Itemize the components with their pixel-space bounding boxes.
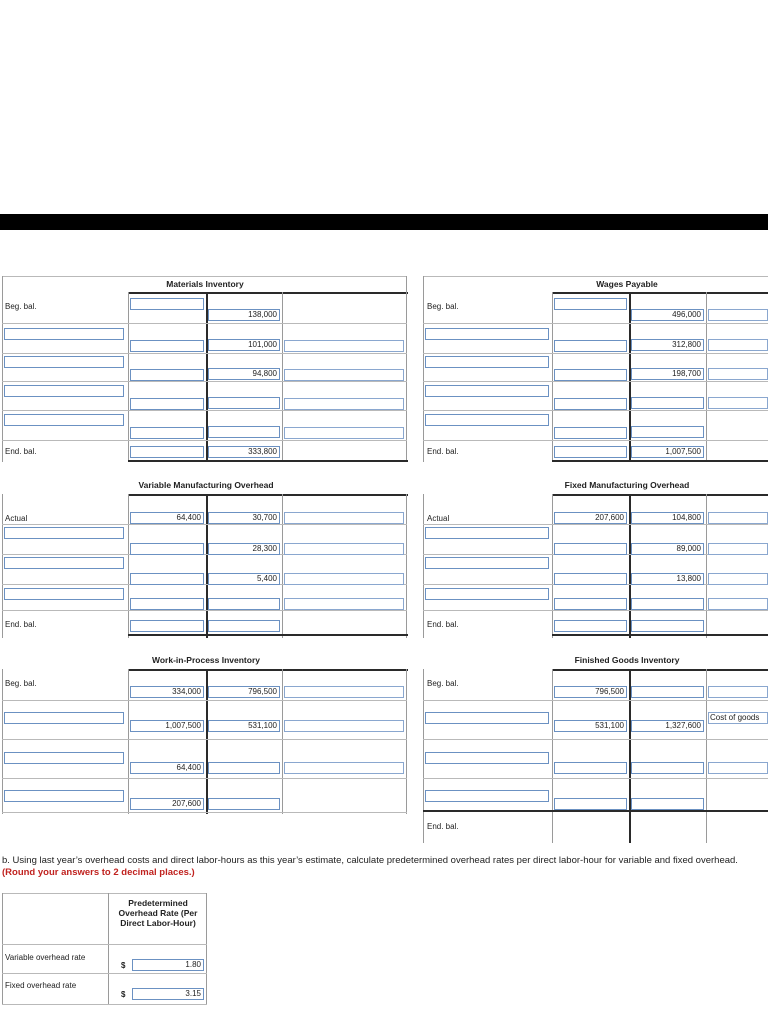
entry-label-input[interactable] [4,385,124,397]
debit-input[interactable]: 531,100 [554,720,627,732]
credit-input[interactable] [631,397,704,409]
debit-input[interactable] [554,369,627,381]
credit-input[interactable]: 104,800 [631,512,704,524]
credit-input[interactable]: 138,000 [208,309,280,321]
credit-input[interactable]: 101,000 [208,339,280,351]
debit-input[interactable] [130,543,204,555]
black-header-bar [0,214,768,230]
debit-input[interactable] [554,762,627,774]
debit-input[interactable] [130,573,204,585]
credit-input[interactable]: 94,800 [208,368,280,380]
debit-input[interactable] [130,398,204,410]
entry-label-input[interactable] [4,557,124,569]
credit-input[interactable] [631,426,704,438]
entry-label-input[interactable] [708,686,768,698]
entry-label-input[interactable] [425,328,549,340]
entry-label-input[interactable] [284,762,404,774]
debit-input[interactable] [130,427,204,439]
credit-input[interactable] [208,798,280,810]
entry-label-input[interactable] [284,369,404,381]
debit-input[interactable] [554,543,627,555]
entry-label-input[interactable] [4,588,124,600]
credit-input[interactable]: 312,800 [631,339,704,351]
credit-input[interactable]: 30,700 [208,512,280,524]
entry-label-input[interactable] [708,512,768,524]
entry-label-input[interactable] [4,752,124,764]
debit-input[interactable]: 64,400 [130,762,204,774]
entry-label-input[interactable] [284,573,404,585]
debit-input[interactable] [554,427,627,439]
entry-label-input[interactable] [284,340,404,352]
debit-input[interactable] [554,398,627,410]
rates-column-header: Predetermined Overhead Rate (Per Direct Labor-Hour) [118,898,198,928]
beg-bal-label: Beg. bal. [427,302,459,311]
credit-input[interactable] [631,686,704,698]
end-debit-input[interactable] [130,620,204,632]
entry-label-input[interactable] [4,414,124,426]
credit-input[interactable]: 531,100 [208,720,280,732]
debit-input[interactable] [554,598,627,610]
end-debit-input[interactable] [554,446,627,458]
entry-label-input[interactable] [4,527,124,539]
entry-label-input[interactable] [4,790,124,802]
end-credit-input[interactable]: 333,800 [208,446,280,458]
actual-label: Actual [427,514,450,523]
entry-label-input[interactable] [284,543,404,555]
entry-label-input[interactable] [708,598,768,610]
entry-label-input[interactable] [708,397,768,409]
end-credit-input[interactable] [208,620,280,632]
end-bal-label: End. bal. [427,447,459,456]
entry-label-input[interactable] [708,368,768,380]
entry-label-input[interactable] [708,573,768,585]
account-title: Variable Manufacturing Overhead [138,480,274,490]
entry-label-input[interactable] [708,543,768,555]
entry-label-input[interactable] [4,712,124,724]
entry-label-input[interactable] [284,398,404,410]
end-bal-label: End. bal. [427,620,459,629]
entry-label-input[interactable] [284,427,404,439]
entry-label-input[interactable] [425,385,549,397]
credit-input[interactable]: 1,327,600 [631,720,704,732]
credit-input[interactable] [631,762,704,774]
end-bal-label: End. bal. [5,620,37,629]
credit-input[interactable]: 198,700 [631,368,704,380]
credit-input[interactable]: 496,000 [631,309,704,321]
debit-input[interactable] [554,340,627,352]
beg-bal-label: Beg. bal. [5,679,37,688]
instruction-text: b. Using last year’s overhead costs and direct labor-hours as this year’s estimate, calculate predetermined overhead rates per direct labor-hour for variable and fixed overhead. [2,855,738,866]
debit-input[interactable]: 207,600 [554,512,627,524]
fixed-rate-label: Fixed overhead rate [5,981,77,990]
entry-label-input[interactable] [425,557,549,569]
entry-label-input[interactable] [4,356,124,368]
entry-label-input[interactable] [425,588,549,600]
account-title: Finished Goods Inventory [574,655,680,665]
credit-input[interactable] [631,798,704,810]
entry-label-input[interactable] [284,598,404,610]
account-title: Materials Inventory [166,279,244,289]
end-credit-input[interactable] [631,620,704,632]
debit-input[interactable] [554,573,627,585]
credit-input[interactable] [208,598,280,610]
debit-input[interactable]: 207,600 [130,798,204,810]
variable-rate-input[interactable]: 1.80 [132,959,204,971]
end-debit-input[interactable] [554,620,627,632]
debit-input[interactable]: 334,000 [130,686,204,698]
entry-label-input[interactable] [425,752,549,764]
debit-input[interactable]: 64,400 [130,512,204,524]
debit-input[interactable] [130,298,204,310]
debit-input[interactable] [554,798,627,810]
debit-input[interactable]: 796,500 [554,686,627,698]
end-credit-input[interactable]: 1,007,500 [631,446,704,458]
entry-label-input[interactable] [284,686,404,698]
credit-input[interactable]: 28,300 [208,543,280,555]
entry-label-input[interactable] [284,512,404,524]
credit-input[interactable] [208,762,280,774]
credit-input[interactable]: 5,400 [208,573,280,585]
actual-label: Actual [5,514,28,523]
entry-label-input[interactable] [4,328,124,340]
account-title: Work-in-Process Inventory [151,655,260,665]
credit-input[interactable]: 796,500 [208,686,280,698]
fixed-rate-input[interactable]: 3.15 [132,988,204,1000]
entry-label-input[interactable] [708,309,768,321]
entry-label-input[interactable] [425,790,549,802]
debit-input[interactable]: 1,007,500 [130,720,204,732]
debit-input[interactable] [130,340,204,352]
currency-symbol: $ [121,961,126,970]
part-b-instruction [2,855,762,879]
entry-label-input[interactable] [708,339,768,351]
entry-label-input[interactable] [708,762,768,774]
credit-input[interactable]: 13,800 [631,573,704,585]
variable-rate-label: Variable overhead rate [5,953,86,962]
account-title: Fixed Manufacturing Overhead [564,480,690,490]
entry-label-input[interactable] [425,356,549,368]
rounding-note: (Round your answers to 2 decimal places.) [2,867,195,878]
credit-input[interactable] [208,397,280,409]
end-debit-input[interactable] [130,446,204,458]
debit-input[interactable] [130,369,204,381]
end-bal-label: End. bal. [427,822,459,831]
beg-bal-label: Beg. bal. [5,302,37,311]
debit-input[interactable] [554,298,627,310]
entry-label-input[interactable] [425,712,549,724]
entry-label-input[interactable] [425,414,549,426]
currency-symbol: $ [121,990,126,999]
debit-input[interactable] [130,598,204,610]
account-title: Wages Payable [596,279,658,289]
entry-label-input[interactable]: Cost of goods [708,712,768,724]
entry-label-input[interactable] [425,527,549,539]
credit-input[interactable] [631,598,704,610]
beg-bal-label: Beg. bal. [427,679,459,688]
entry-label-input[interactable] [284,720,404,732]
credit-input[interactable] [208,426,280,438]
end-bal-label: End. bal. [5,447,37,456]
credit-input[interactable]: 89,000 [631,543,704,555]
